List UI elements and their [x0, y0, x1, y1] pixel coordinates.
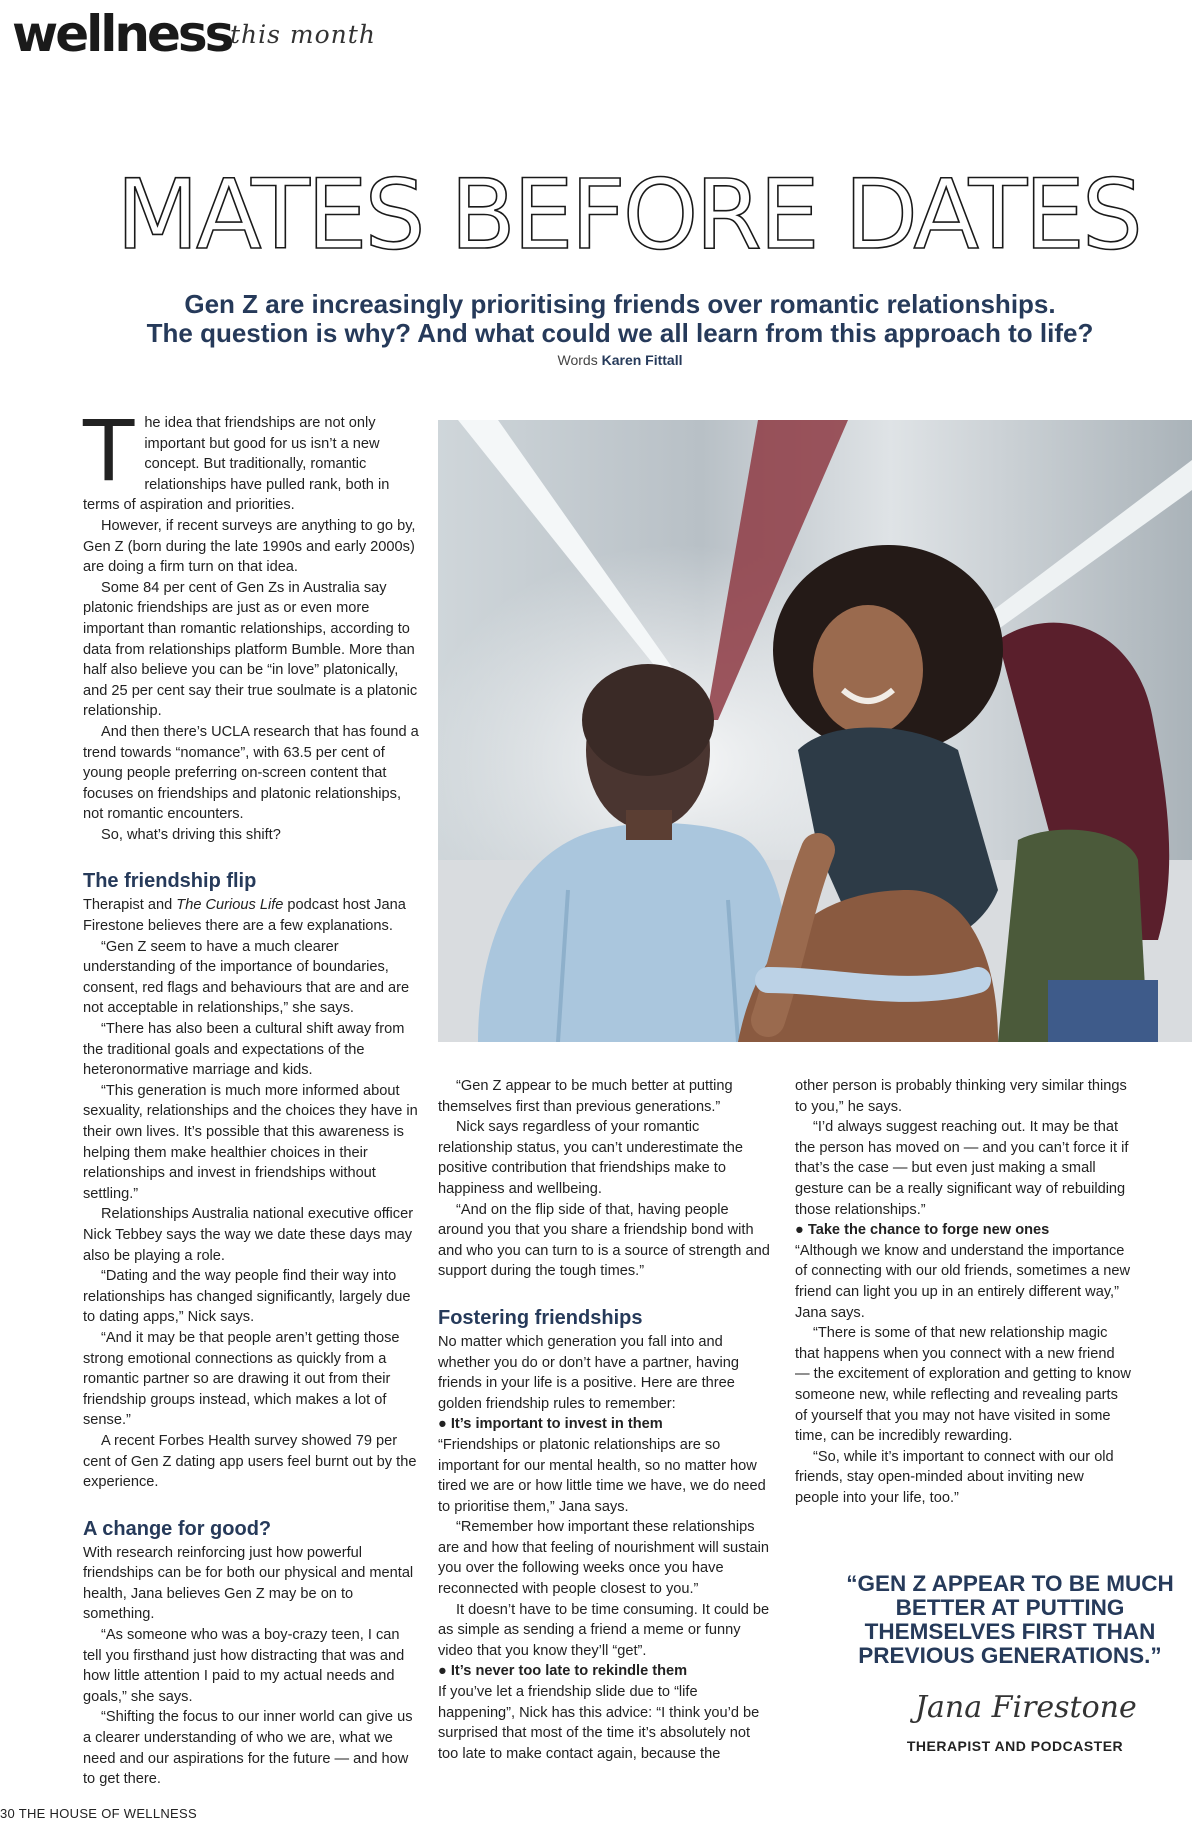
- paragraph: [83, 895, 419, 936]
- paragraph: No matter which generation you fall into and whether you do or don’t have a partner, having friends in your life is a positive. Here are three golden friendship rules to remember:: [438, 1333, 739, 1412]
- standfirst-line-1: Gen Z are increasingly prioritising friends over romantic relationships.: [184, 289, 1056, 319]
- paragraph: “Although we know and understand the importance of connecting with our old friends, sometimes a new friend can light you up in an entirely different way,” Jana says.: [795, 1242, 1131, 1321]
- subheading-change-for-good: A change for good?: [83, 1517, 272, 1540]
- paragraph: other person is probably thinking very similar things to you,” he says.: [795, 1078, 1127, 1115]
- paragraph: “Dating and the way people find their way into relationships has changed significantly, largely due to dating apps,” Nick says.: [83, 1268, 411, 1326]
- paragraph: It doesn’t have to be time consuming. It could be as simple as sending a friend a meme or funny video that you know they’ll “get”.: [438, 1601, 770, 1659]
- paragraph: “This generation is much more informed about sexuality, relationships and the choices they have in their own lives. It’s possible that this awareness is helping them make healthier choices in their relationships and invest in friendships without settling.”: [83, 1082, 418, 1202]
- paragraph: “There has also been a cultural shift away from the traditional goals and expectations of the heteronormative marriage and kids.: [83, 1021, 405, 1079]
- paragraph: “Shifting the focus to our inner world can give us a clearer understanding of who we are, what we need and our aspirations for the future — and how to get there.: [83, 1709, 413, 1788]
- paragraph: If you’ve let a friendship slide due to “life happening”, Nick has this advice: “I think you’d be surprised that most of the time it’s absolutely not too late to make contact again, because the: [438, 1684, 760, 1762]
- paragraph: So, what’s driving this shift?: [101, 826, 281, 843]
- masthead-title: wellness: [12, 5, 232, 63]
- paragraph: “Friendships or platonic relationships are so important for our mental health, so no matter how tired we are or how little time we have, we do need to prioritise them,” Jana says.: [438, 1436, 766, 1515]
- tunnel-friends-illustration: [438, 420, 1192, 1042]
- paragraph: “Gen Z appear to be much better at putting themselves first than previous generations.”: [438, 1078, 733, 1115]
- signature: Jana Firestone: [915, 1690, 1137, 1725]
- subheading-fostering-friendships: Fostering friendships: [438, 1306, 643, 1329]
- rule-bullet-2: ● It’s never too late to rekindle them: [438, 1663, 688, 1680]
- byline-label: Words: [557, 352, 598, 368]
- byline: [100, 352, 1140, 368]
- standfirst-line-2: The question is why? And what could we all learn from this approach to life?: [146, 318, 1094, 348]
- podcast-title: The Curious Life: [176, 897, 284, 914]
- column-1: [83, 402, 419, 1790]
- paragraph: “I’d always suggest reaching out. It may be that the person has moved on — and you can’t force it if that’s the case — but even just making a small gesture can be a really significant way of rebuilding those relationships.”: [795, 1119, 1129, 1218]
- paragraph: Relationships Australia national executive officer Nick Tebbey says the way we date these days may also be playing a role.: [83, 1206, 414, 1264]
- byline-author: Karen Fittall: [601, 352, 683, 368]
- feature-photo: [438, 420, 1192, 1042]
- pull-quote: “GEN Z APPEAR TO BE MUCH BETTER AT PUTTING THEMSELVES FIRST THAN PREVIOUS GENERATIONS.”: [846, 1571, 1174, 1668]
- drop-cap: T: [83, 402, 135, 500]
- rule-bullet-3: ● Take the chance to forge new ones: [795, 1222, 1050, 1239]
- column-3: [795, 1076, 1131, 1508]
- paragraph: he idea that friendships are not only important but good for us isn’t a new concept. But traditionally, romantic relationships have pulled rank, both in terms of aspiration and priorities.: [83, 415, 390, 514]
- page-folio: 30 THE HOUSE OF WELLNESS: [0, 1806, 197, 1821]
- paragraph: “Remember how important these relationships are and how that feeling of nourishment will sustain you over the following weeks once you have reconnected with people closest to you.”: [438, 1519, 769, 1598]
- paragraph: “As someone who was a boy-crazy teen, I can tell you firsthand just how distracting that was and how little attention I paid to my actual needs and goals,” she says.: [83, 1627, 405, 1705]
- text-run: podcast host Jana Firestone believes there are a few explanations.: [83, 897, 406, 935]
- standfirst: [100, 290, 1140, 348]
- paragraph: However, if recent surveys are anything to go by, Gen Z (born during the late 1990s and early 2000s) are doing a firm turn on that idea.: [83, 517, 416, 576]
- paragraph: “And it may be that people aren’t getting those strong emotional connections as quickly from a romantic partner so are drawing it out from their friendship groups instead, which makes a lot of sense.”: [83, 1329, 400, 1429]
- paragraph: “Gen Z seem to have a much clearer understanding of the importance of boundaries, consent, red flags and behaviours that are and are not acceptable in relationships,” she says.: [83, 938, 410, 1017]
- rule-bullet-1: ● It’s important to invest in them: [438, 1416, 663, 1433]
- paragraph: “There is some of that new relationship magic that happens when you connect with a new friend — the excitement of exploration and getting to know someone new, while reflecting and revealing parts of yourself that you may not have visited in some time, can be incredibly rewarding.: [795, 1325, 1131, 1445]
- page-title: MATES BEFORE DATES: [116, 159, 1140, 271]
- paragraph: A recent Forbes Health survey showed 79 per cent of Gen Z dating app users feel burnt out by the experience.: [83, 1432, 417, 1491]
- text-run: Therapist and: [83, 897, 177, 914]
- paragraph: With research reinforcing just how powerful friendships can be for both our physical and mental health, Jana believes Gen Z may be on to something.: [83, 1544, 414, 1623]
- paragraph: “So, while it’s important to connect with our old friends, stay open-minded about inviting new people into your life, too.”: [795, 1448, 1114, 1506]
- subheading-friendship-flip: The friendship flip: [83, 870, 257, 893]
- paragraph: Nick says regardless of your romantic relationship status, you can’t underestimate the positive contribution that friendships make to happiness and wellbeing.: [438, 1119, 744, 1197]
- column-2: [438, 1076, 770, 1764]
- paragraph: And then there’s UCLA research that has found a trend towards “nomance”, with 63.5 per cent of young people preferring on-screen content that focuses on friendships and platonic relationships, not romantic encounters.: [83, 723, 419, 823]
- masthead-script: this month: [230, 20, 376, 49]
- paragraph: “And on the flip side of that, having people around you that you share a friendship bond with and who you can turn to is a source of strength and support during the tough times.”: [438, 1201, 770, 1280]
- paragraph: Some 84 per cent of Gen Zs in Australia say platonic friendships are just as or even more important than romantic relationships, according to data from relationships platform Bumble. More than half also believe you can be “in love” platonically, and 25 per cent say their true soulmate is a platonic relationship.: [83, 579, 418, 720]
- pull-quote-attribution: THERAPIST AND PODCASTER: [906, 1738, 1124, 1754]
